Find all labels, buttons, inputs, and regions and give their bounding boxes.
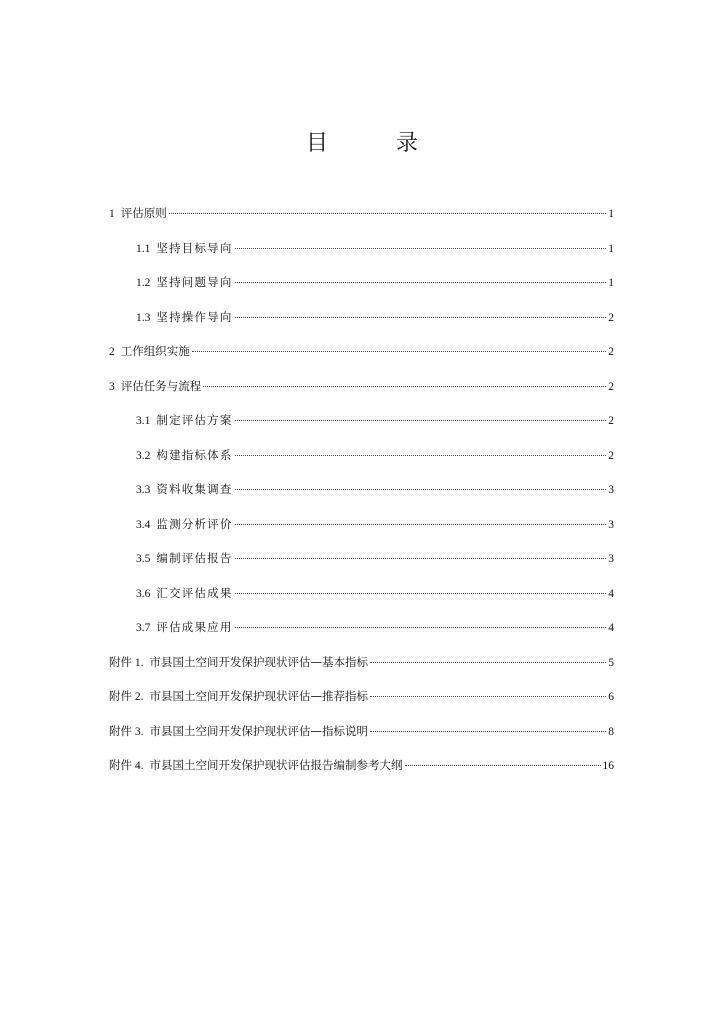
toc-entry-title: 工作组织实施 <box>120 344 190 358</box>
toc-page-number: 2 <box>608 415 614 427</box>
toc-entry[interactable] <box>109 548 614 583</box>
toc-entry-number: 3.4 <box>136 518 151 531</box>
table-of-contents <box>109 203 614 790</box>
toc-page-number: 3 <box>608 518 614 531</box>
toc-dot-leader <box>235 524 607 525</box>
toc-page-number: 8 <box>608 725 614 738</box>
toc-entry[interactable] <box>109 755 614 790</box>
toc-entry[interactable] <box>109 686 614 721</box>
toc-entry-number: 附件 3. <box>109 725 144 738</box>
toc-entry[interactable] <box>109 479 614 514</box>
toc-entry-number: 1.1 <box>136 242 151 255</box>
toc-entry-title: 市县国土空间开发保护现状评估报告编制参考大纲 <box>149 758 403 772</box>
toc-page-number: 1 <box>608 277 614 289</box>
toc-entry-title: 市县国土空间开发保护现状评估—指标说明 <box>149 723 368 738</box>
toc-entry-title: 制定评估方案 <box>156 413 233 427</box>
toc-dot-leader <box>235 317 607 318</box>
toc-dot-leader <box>203 386 606 387</box>
toc-entry-title: 监测分析评价 <box>156 516 233 531</box>
toc-dot-leader <box>235 489 607 490</box>
toc-entry-title: 评估任务与流程 <box>120 378 202 393</box>
page-title <box>0 126 724 157</box>
toc-entry[interactable] <box>109 307 614 342</box>
toc-entry-number: 1 <box>109 208 115 220</box>
toc-entry-number: 1.2 <box>136 277 151 289</box>
toc-entry[interactable] <box>109 514 614 549</box>
toc-entry-number: 3.7 <box>136 622 151 634</box>
toc-entry[interactable] <box>109 617 614 652</box>
toc-dot-leader <box>192 351 607 352</box>
toc-page-number: 4 <box>608 622 614 634</box>
toc-entry[interactable] <box>109 583 614 618</box>
toc-dot-leader <box>235 558 607 559</box>
toc-entry[interactable] <box>109 238 614 273</box>
toc-entry[interactable] <box>109 410 614 445</box>
toc-dot-leader <box>235 593 607 594</box>
toc-page-number: 2 <box>608 311 614 324</box>
toc-page-number: 2 <box>608 380 614 393</box>
toc-dot-leader <box>235 420 607 421</box>
toc-dot-leader <box>370 731 606 732</box>
toc-dot-leader <box>370 662 606 663</box>
toc-entry-title: 评估成果应用 <box>156 620 233 634</box>
toc-entry[interactable] <box>109 721 614 756</box>
toc-entry[interactable] <box>109 445 614 480</box>
toc-page-number: 6 <box>608 691 614 703</box>
toc-entry-title: 坚持操作导向 <box>156 309 233 324</box>
toc-page-number: 3 <box>608 553 614 565</box>
toc-page-number: 2 <box>608 449 614 462</box>
toc-entry-title: 市县国土空间开发保护现状评估—基本指标 <box>149 654 368 669</box>
toc-entry-title: 汇交评估成果 <box>156 585 233 600</box>
toc-page-number: 1 <box>608 242 614 255</box>
toc-entry-title: 编制评估报告 <box>156 551 233 565</box>
toc-entry[interactable] <box>109 272 614 307</box>
toc-entry-title: 坚持问题导向 <box>156 275 233 289</box>
toc-entry-number: 附件 2. <box>109 691 144 703</box>
toc-entry-title: 构建指标体系 <box>156 447 233 462</box>
toc-dot-leader <box>169 213 607 214</box>
toc-entry-title: 评估原则 <box>120 206 167 220</box>
toc-dot-leader <box>370 696 606 697</box>
toc-dot-leader <box>405 765 601 766</box>
toc-entry-number: 2 <box>109 346 115 358</box>
toc-page-number: 16 <box>602 760 614 772</box>
toc-entry-number: 1.3 <box>136 311 151 324</box>
toc-dot-leader <box>235 282 607 283</box>
toc-entry-number: 3.6 <box>136 587 151 600</box>
toc-entry-title: 资料收集调查 <box>156 482 233 496</box>
toc-dot-leader <box>235 627 607 628</box>
toc-entry-number: 3.3 <box>136 484 151 496</box>
toc-entry-number: 附件 1. <box>109 656 144 669</box>
toc-dot-leader <box>235 455 607 456</box>
toc-entry-number: 3.5 <box>136 553 151 565</box>
toc-entry-title: 坚持目标导向 <box>156 240 233 255</box>
toc-entry-number: 3 <box>109 380 115 393</box>
toc-entry-number: 3.1 <box>136 415 151 427</box>
toc-entry[interactable] <box>109 203 614 238</box>
toc-page-number: 4 <box>608 587 614 600</box>
toc-entry[interactable] <box>109 341 614 376</box>
toc-entry-title: 市县国土空间开发保护现状评估—推荐指标 <box>149 689 368 703</box>
toc-page-number: 5 <box>608 656 614 669</box>
toc-page-number: 1 <box>608 208 614 220</box>
toc-entry-number: 3.2 <box>136 449 151 462</box>
toc-entry-number: 附件 4. <box>109 760 144 772</box>
toc-page-number: 2 <box>608 346 614 358</box>
toc-entry[interactable] <box>109 652 614 687</box>
toc-dot-leader <box>235 248 607 249</box>
toc-page-number: 3 <box>608 484 614 496</box>
toc-entry[interactable] <box>109 376 614 411</box>
title-char-1: 目 <box>305 131 328 156</box>
title-char-2: 录 <box>396 131 419 156</box>
